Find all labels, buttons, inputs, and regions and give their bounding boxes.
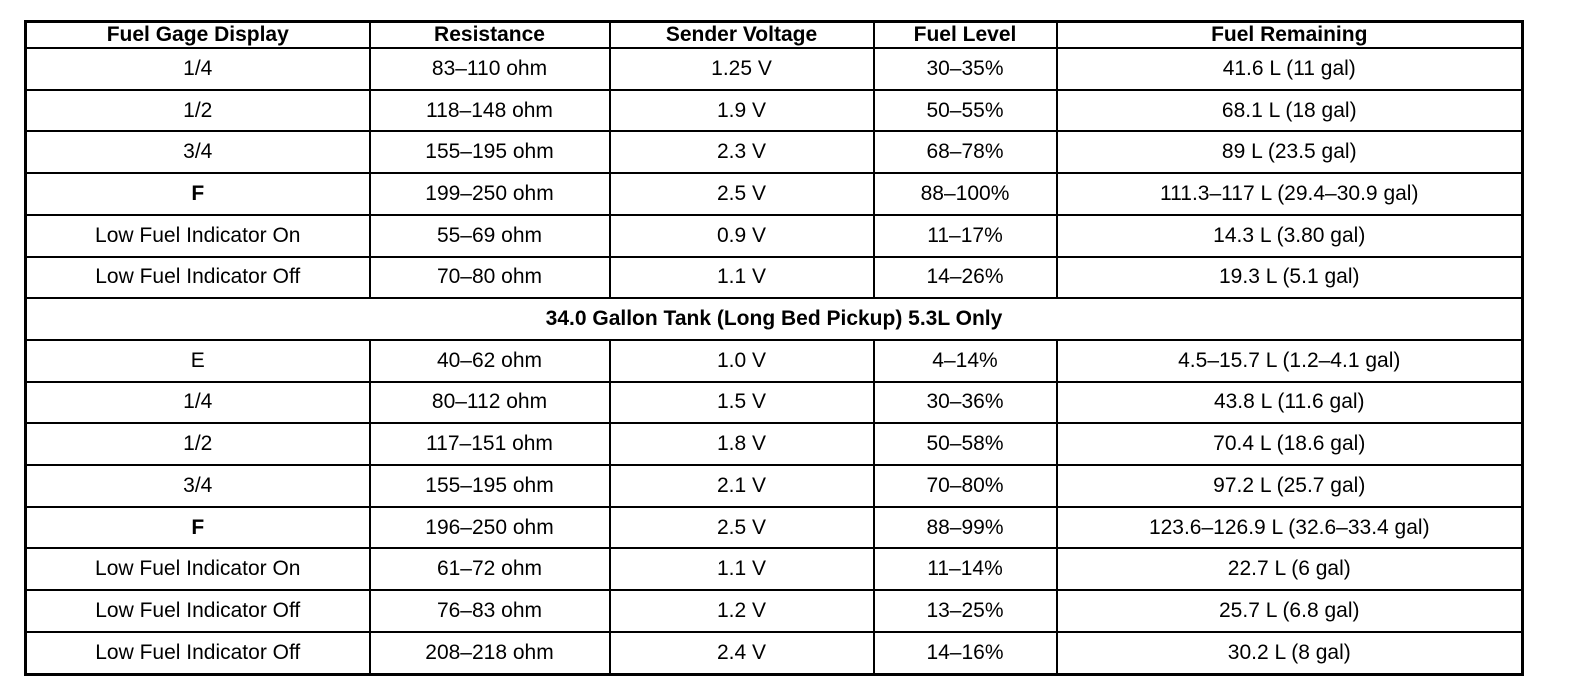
- cell-fuel-remaining: 111.3–117 L (29.4–30.9 gal): [1057, 173, 1523, 215]
- cell-fuel-remaining: 41.6 L (11 gal): [1057, 48, 1523, 90]
- cell-sender-voltage: 1.25 V: [610, 48, 874, 90]
- cell-fuel-gage-display: Low Fuel Indicator On: [26, 215, 370, 257]
- cell-fuel-gage-display: E: [26, 340, 370, 382]
- table-row: [26, 131, 1523, 173]
- cell-fuel-gage-display: 1/4: [26, 48, 370, 90]
- cell-fuel-level: 13–25%: [874, 590, 1057, 632]
- cell-fuel-gage-display: Low Fuel Indicator Off: [26, 257, 370, 299]
- cell-fuel-gage-display: Low Fuel Indicator Off: [26, 632, 370, 675]
- table-row: [26, 548, 1523, 590]
- cell-resistance: 40–62 ohm: [370, 340, 610, 382]
- cell-fuel-level: 68–78%: [874, 131, 1057, 173]
- table-header: [26, 22, 1523, 49]
- header-fuel-gage-display: Fuel Gage Display: [26, 22, 370, 49]
- cell-sender-voltage: 1.1 V: [610, 257, 874, 299]
- cell-sender-voltage: 2.5 V: [610, 507, 874, 549]
- cell-fuel-gage-display: 1/4: [26, 382, 370, 424]
- section-title: 34.0 Gallon Tank (Long Bed Pickup) 5.3L Only: [26, 298, 1523, 340]
- cell-sender-voltage: 1.0 V: [610, 340, 874, 382]
- cell-resistance: 118–148 ohm: [370, 90, 610, 132]
- cell-fuel-level: 14–26%: [874, 257, 1057, 299]
- header-sender-voltage: Sender Voltage: [610, 22, 874, 49]
- header-fuel-remaining: Fuel Remaining: [1057, 22, 1523, 49]
- cell-sender-voltage: 1.8 V: [610, 423, 874, 465]
- cell-fuel-level: 50–58%: [874, 423, 1057, 465]
- table-row: [26, 423, 1523, 465]
- cell-fuel-remaining: 4.5–15.7 L (1.2–4.1 gal): [1057, 340, 1523, 382]
- cell-fuel-gage-display: 1/2: [26, 90, 370, 132]
- table-row: [26, 382, 1523, 424]
- cell-fuel-level: 11–17%: [874, 215, 1057, 257]
- cell-fuel-remaining: 70.4 L (18.6 gal): [1057, 423, 1523, 465]
- cell-resistance: 70–80 ohm: [370, 257, 610, 299]
- header-row: [26, 22, 1523, 49]
- table-row: [26, 90, 1523, 132]
- cell-fuel-gage-display: 3/4: [26, 131, 370, 173]
- cell-sender-voltage: 1.1 V: [610, 548, 874, 590]
- cell-fuel-remaining: 19.3 L (5.1 gal): [1057, 257, 1523, 299]
- header-resistance: Resistance: [370, 22, 610, 49]
- cell-fuel-gage-display: F: [26, 173, 370, 215]
- cell-fuel-remaining: 25.7 L (6.8 gal): [1057, 590, 1523, 632]
- table-row: [26, 507, 1523, 549]
- table-row: [26, 590, 1523, 632]
- cell-resistance: 196–250 ohm: [370, 507, 610, 549]
- cell-fuel-remaining: 97.2 L (25.7 gal): [1057, 465, 1523, 507]
- cell-fuel-level: 14–16%: [874, 632, 1057, 675]
- cell-resistance: 117–151 ohm: [370, 423, 610, 465]
- cell-fuel-level: 4–14%: [874, 340, 1057, 382]
- cell-fuel-remaining: 43.8 L (11.6 gal): [1057, 382, 1523, 424]
- fuel-gage-table: [24, 20, 1524, 676]
- cell-sender-voltage: 0.9 V: [610, 215, 874, 257]
- cell-sender-voltage: 2.4 V: [610, 632, 874, 675]
- cell-fuel-remaining: 22.7 L (6 gal): [1057, 548, 1523, 590]
- table-row: [26, 465, 1523, 507]
- cell-fuel-level: 11–14%: [874, 548, 1057, 590]
- cell-fuel-level: 30–35%: [874, 48, 1057, 90]
- table-row: [26, 340, 1523, 382]
- cell-sender-voltage: 1.9 V: [610, 90, 874, 132]
- cell-sender-voltage: 2.3 V: [610, 131, 874, 173]
- cell-resistance: 61–72 ohm: [370, 548, 610, 590]
- section-row: [26, 298, 1523, 340]
- cell-fuel-gage-display: 1/2: [26, 423, 370, 465]
- cell-fuel-gage-display: Low Fuel Indicator On: [26, 548, 370, 590]
- cell-resistance: 80–112 ohm: [370, 382, 610, 424]
- cell-fuel-gage-display: F: [26, 507, 370, 549]
- header-fuel-level: Fuel Level: [874, 22, 1057, 49]
- table-row: [26, 215, 1523, 257]
- cell-fuel-level: 88–100%: [874, 173, 1057, 215]
- table-body: [26, 48, 1523, 675]
- cell-fuel-gage-display: 3/4: [26, 465, 370, 507]
- cell-sender-voltage: 2.1 V: [610, 465, 874, 507]
- cell-sender-voltage: 1.5 V: [610, 382, 874, 424]
- cell-fuel-gage-display: Low Fuel Indicator Off: [26, 590, 370, 632]
- cell-fuel-remaining: 30.2 L (8 gal): [1057, 632, 1523, 675]
- table-row: [26, 632, 1523, 675]
- cell-resistance: 76–83 ohm: [370, 590, 610, 632]
- cell-resistance: 155–195 ohm: [370, 131, 610, 173]
- cell-fuel-level: 70–80%: [874, 465, 1057, 507]
- cell-fuel-remaining: 89 L (23.5 gal): [1057, 131, 1523, 173]
- cell-resistance: 199–250 ohm: [370, 173, 610, 215]
- cell-fuel-remaining: 68.1 L (18 gal): [1057, 90, 1523, 132]
- cell-fuel-remaining: 14.3 L (3.80 gal): [1057, 215, 1523, 257]
- cell-sender-voltage: 1.2 V: [610, 590, 874, 632]
- cell-fuel-level: 30–36%: [874, 382, 1057, 424]
- cell-resistance: 208–218 ohm: [370, 632, 610, 675]
- table-row: [26, 257, 1523, 299]
- cell-resistance: 155–195 ohm: [370, 465, 610, 507]
- table-row: [26, 48, 1523, 90]
- table-row: [26, 173, 1523, 215]
- cell-resistance: 55–69 ohm: [370, 215, 610, 257]
- cell-fuel-level: 88–99%: [874, 507, 1057, 549]
- cell-sender-voltage: 2.5 V: [610, 173, 874, 215]
- cell-fuel-remaining: 123.6–126.9 L (32.6–33.4 gal): [1057, 507, 1523, 549]
- cell-resistance: 83–110 ohm: [370, 48, 610, 90]
- cell-fuel-level: 50–55%: [874, 90, 1057, 132]
